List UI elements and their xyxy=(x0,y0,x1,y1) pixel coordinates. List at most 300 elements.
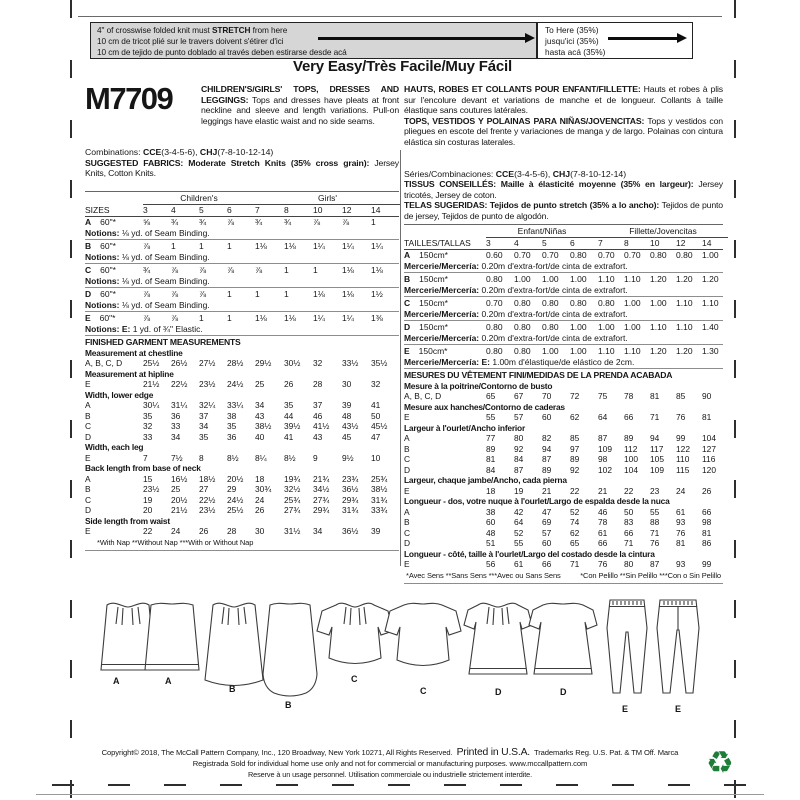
measurement-cell: 117 xyxy=(650,443,664,454)
size-group-large: Fillette/Jovencitas xyxy=(598,226,728,238)
measurement-cell: 47 xyxy=(371,431,381,442)
measurement-cell: 20½ xyxy=(171,494,188,505)
measurement-row xyxy=(85,526,399,537)
sketch-view-d-front xyxy=(464,603,532,674)
measurement-cell: 57 xyxy=(542,527,552,538)
measurement-heading: Width, lower edge xyxy=(85,389,154,400)
measurement-cell: 39 xyxy=(371,526,381,537)
view-letter: C xyxy=(404,298,411,309)
trademarks-text: Trademarks Reg. U.S. Pat. & TM Off. Marca xyxy=(534,748,679,757)
suggested-fabrics-es-lead: TELAS SUGERIDAS: Tejidos de punto stretch (35% a lo ancho): xyxy=(404,200,662,211)
measurement-cell: 84 xyxy=(486,464,496,475)
measurement-label: E xyxy=(404,485,410,496)
measurement-row xyxy=(404,507,723,518)
sizes-header-row xyxy=(85,205,399,218)
measurement-cell: 78 xyxy=(624,391,634,402)
sketch-label: E xyxy=(622,704,629,714)
measurement-cell: 32¼ xyxy=(199,400,216,411)
measurement-cell: 61 xyxy=(514,559,524,570)
notions-row xyxy=(404,309,723,321)
yardage-cell: 1.10 xyxy=(624,274,641,285)
yardage-cell: ⅞ xyxy=(171,264,179,275)
measurement-heading: Mesure aux hanches/Contorno de caderas xyxy=(404,401,565,412)
sketch-label: B xyxy=(229,684,236,694)
size-header-cell: 10 xyxy=(650,237,660,248)
measurement-cell: 33¾ xyxy=(371,505,388,516)
yardage-cell: ⅞ xyxy=(171,312,179,323)
measurement-cell: 89 xyxy=(486,443,496,454)
notions-label: Notions: xyxy=(85,251,120,262)
view-label xyxy=(85,241,143,252)
measurement-label: D xyxy=(404,464,411,475)
measurement-cell: 20 xyxy=(143,505,153,516)
yardage-cell: 1.20 xyxy=(650,346,667,357)
yardage-cell: ⅞ xyxy=(199,288,207,299)
sketch-label: B xyxy=(285,700,292,710)
difficulty-level: Very Easy/Très Facile/Muy Fácil xyxy=(293,58,512,75)
sketch-view-c-front xyxy=(317,603,393,663)
measurement-cell: 22 xyxy=(570,485,580,496)
yardage-cell: 1.00 xyxy=(598,322,615,333)
measurement-cell: 40 xyxy=(255,431,265,442)
measurement-cell: 35 xyxy=(227,421,237,432)
measurement-cell: 26 xyxy=(255,505,265,516)
measurement-cell: 87 xyxy=(542,454,552,465)
yardage-table-imperial xyxy=(85,191,399,336)
yardage-cell: 1 xyxy=(199,312,204,323)
yardage-cell: 1 xyxy=(227,288,232,299)
measurement-row xyxy=(85,411,399,422)
measurement-cell: 21½ xyxy=(171,505,188,516)
yardage-cell: 0.80 xyxy=(486,346,503,357)
footer-line-2: Registrada Sold for individual home use only and not for commercial or manufacturing purposes. www.mccallpattern.com xyxy=(192,759,588,768)
french-spanish-column xyxy=(404,84,723,584)
measurement-cell: 60 xyxy=(542,412,552,423)
yardage-row xyxy=(85,313,399,324)
measurement-cell: 71 xyxy=(650,527,660,538)
suggested-fabrics-es xyxy=(404,200,723,221)
measurement-cell: 19¾ xyxy=(284,473,301,484)
measurement-label: E xyxy=(404,412,410,423)
size-header-cell: 14 xyxy=(702,237,712,248)
measurement-cell: 21 xyxy=(598,485,608,496)
nap-footnote-es: *Con Pelillo **Sin Pelillo ***Con o Sin Pelillo xyxy=(580,570,721,580)
suggested-fabrics-en-lead: SUGGESTED FABRICS: Moderate Stretch Knits (35% cross grain): xyxy=(85,157,375,168)
to-here-en: To Here (35%) xyxy=(545,25,599,35)
measurement-cell: 37 xyxy=(313,400,323,411)
yardage-cell: 1⅛ xyxy=(284,312,296,323)
sketch-view-a-back xyxy=(145,603,199,670)
measurement-cell: 24½ xyxy=(227,494,244,505)
notions-row xyxy=(404,333,723,345)
size-group-small: Enfant/Niñas xyxy=(486,226,598,238)
fabric-width: 60"* xyxy=(100,240,116,251)
fabric-width: 150cm* xyxy=(419,274,448,285)
view-letter: D xyxy=(404,322,411,333)
measurement-cell: 23¾ xyxy=(342,473,359,484)
measurement-label: C xyxy=(404,527,411,538)
garment-sketches xyxy=(85,575,725,727)
view-letter: A xyxy=(85,217,92,228)
finished-measurements-imperial xyxy=(85,337,399,537)
measurement-cell: 34 xyxy=(313,526,323,537)
measurement-cell: 81 xyxy=(676,538,686,549)
measurement-cell: 116 xyxy=(702,454,716,465)
measurement-label: D xyxy=(404,538,411,549)
size-header-cell: 8 xyxy=(284,204,289,215)
description-fr-lead: HAUTS, ROBES ET COLLANTS POUR ENFANT/FILLETTE: xyxy=(404,84,644,94)
measurement-cell: 28 xyxy=(313,379,323,390)
notions-label: Notions: xyxy=(85,275,120,286)
measurement-cell: 66 xyxy=(702,506,712,517)
description-en xyxy=(201,84,399,126)
measurement-cell: 23½ xyxy=(143,484,160,495)
yardage-cell: ⅞ xyxy=(227,264,235,275)
measurement-cell: 86 xyxy=(702,538,712,549)
notions-label: Mercerie/Mercería: E: xyxy=(404,357,490,368)
measurement-heading: Longueur - dos, votre nuque à l'ourlet/Largo de espalda desde la nuca xyxy=(404,496,670,507)
stretch-line-en xyxy=(97,25,536,36)
yardage-cell: ¾ xyxy=(255,217,263,228)
notions-row xyxy=(404,285,723,297)
measurement-cell: 94 xyxy=(542,443,552,454)
yardage-row xyxy=(85,265,399,276)
description-es-text: Tops y vestidos con pliegues en escote del frente y variaciones de manga y de largo. Polainas con cintura elástica sin costuras laterales. xyxy=(404,115,723,147)
stretch-line-fr: 10 cm de tricot plié sur le travers doivent s'étirer d'ici xyxy=(97,36,284,46)
view-label xyxy=(404,274,486,285)
measurement-cell: 76 xyxy=(676,412,686,423)
stretch-line-en-post: from here xyxy=(250,25,288,35)
measurement-cell: 60 xyxy=(486,517,496,528)
measurement-cell: 30½ xyxy=(284,358,301,369)
measurement-cell: 81 xyxy=(702,412,712,423)
notions-text: 0.20m d'extra-fort/de cinta de extrafort. xyxy=(479,333,628,344)
measurement-cell: 52 xyxy=(570,506,580,517)
measurement-label: E xyxy=(85,452,91,463)
sketch-view-d-back xyxy=(529,603,597,674)
size-header-cell: 14 xyxy=(371,204,381,215)
measurement-cell: 33 xyxy=(143,431,153,442)
footer xyxy=(70,747,710,780)
measurement-cell: 8½ xyxy=(227,452,239,463)
view-label xyxy=(404,346,486,357)
measurement-cell: 32 xyxy=(143,421,153,432)
measurement-cell: 18½ xyxy=(199,473,216,484)
measurement-cell: 35 xyxy=(199,431,209,442)
measurement-cell: 8 xyxy=(199,452,204,463)
size-group-large: Girls' xyxy=(255,193,400,205)
sketch-label: D xyxy=(560,687,567,697)
yardage-row xyxy=(404,298,723,309)
size-header-cell: 10 xyxy=(313,204,323,215)
notions-text: 0.20m d'extra-fort/de cinta de extrafort. xyxy=(479,261,628,272)
measurement-cell: 62 xyxy=(570,412,580,423)
measurement-row xyxy=(404,559,723,570)
sketch-label: C xyxy=(351,674,358,684)
measurement-cell: 122 xyxy=(676,443,690,454)
yardage-cell: 1.00 xyxy=(702,250,719,261)
description-en-text: Tops and dresses have pleats at front neckline and sleeve and length variations. Pull-on leggings have elastic waist and no side seams. xyxy=(201,94,399,126)
measurement-cell: 35½ xyxy=(371,358,388,369)
sizes-header-row xyxy=(404,238,723,251)
combinations-fr-es xyxy=(404,169,723,180)
measurement-row xyxy=(85,432,399,443)
footer-line-1 xyxy=(70,747,710,758)
measurement-cell: 47 xyxy=(542,506,552,517)
measurement-label: A xyxy=(85,400,91,411)
measurement-cell: 60 xyxy=(542,538,552,549)
measurement-cell: 35 xyxy=(143,410,153,421)
measurement-cell: 87 xyxy=(514,464,524,475)
yardage-cell: 0.80 xyxy=(650,250,667,261)
stretch-line-es: 10 cm de tejido de punto doblado al través deben estirarse desde acá xyxy=(97,47,347,57)
measurement-cell: 25 xyxy=(171,484,181,495)
measurement-cell: 9½ xyxy=(342,452,354,463)
yardage-cell: 0.80 xyxy=(486,322,503,333)
view-label xyxy=(404,298,486,309)
sketch-view-b-front xyxy=(205,603,263,685)
yardage-cell: 1¼ xyxy=(342,240,354,251)
yardage-cell: 1.20 xyxy=(676,346,693,357)
measurement-cell: 24 xyxy=(171,526,181,537)
sketch-label: E xyxy=(675,704,682,714)
measurement-cell: 18 xyxy=(486,485,496,496)
size-group-header-row xyxy=(404,226,723,238)
measurement-cell: 82 xyxy=(542,433,552,444)
combination-code-cce: CCE xyxy=(142,147,162,158)
measurement-row xyxy=(85,505,399,516)
yardage-cell: 0.70 xyxy=(624,250,641,261)
view-letter: E xyxy=(404,346,410,357)
to-here-box xyxy=(537,22,693,59)
yardage-cell: 1.10 xyxy=(676,322,693,333)
size-header-cell: 8 xyxy=(624,237,629,248)
stretch-arrow xyxy=(318,37,526,40)
notions-label: Notions: xyxy=(85,299,120,310)
yardage-row xyxy=(404,274,723,285)
yardage-cell: 1.00 xyxy=(514,274,531,285)
measurement-cell: 98 xyxy=(702,517,712,528)
printed-in-usa: Printed in U.S.A. xyxy=(456,747,530,758)
measurement-cell: 26½ xyxy=(171,358,188,369)
measurement-cell: 90 xyxy=(702,391,712,402)
yardage-cell: 1¼ xyxy=(313,312,325,323)
fabric-width: 150cm* xyxy=(419,322,448,333)
yardage-cell: 1 xyxy=(171,240,176,251)
yardage-cell: 1 xyxy=(255,288,260,299)
measurement-cell: 22½ xyxy=(199,494,216,505)
measurement-label: C xyxy=(85,494,92,505)
measurement-cell: 69 xyxy=(542,517,552,528)
description-es-lead: TOPS, VESTIDOS Y POLAINAS PARA NIÑAS/JOVENCITAS: xyxy=(404,115,648,126)
sketch-label: A xyxy=(113,676,120,686)
yardage-cell: ⅞ xyxy=(143,312,151,323)
measurement-label: D xyxy=(85,505,92,516)
yardage-table-metric xyxy=(404,224,723,369)
fabric-width: 60"* xyxy=(99,312,116,323)
view-label xyxy=(85,289,143,300)
measurement-label: E xyxy=(404,559,410,570)
sketch-view-b-back xyxy=(263,603,317,696)
measurement-cell: 99 xyxy=(702,559,712,570)
yardage-cell: 1⅜ xyxy=(371,312,383,323)
measurement-cell: 55 xyxy=(514,538,524,549)
measurement-cell: 78 xyxy=(598,517,608,528)
sketch-label: C xyxy=(420,686,427,696)
measurement-row xyxy=(404,528,723,539)
suggested-fabrics-es-text: Tejidos de punto de jersey, Tejidos de punto de algodón. xyxy=(404,200,723,221)
measurement-cell: 64 xyxy=(598,412,608,423)
measurement-heading: Width, each leg xyxy=(85,442,144,453)
measurement-cell: 34½ xyxy=(313,484,330,495)
yardage-cell: 1.00 xyxy=(542,274,559,285)
notions-text: ⅛ yd. of Seam Binding. xyxy=(119,299,210,310)
yardage-cell: 1 xyxy=(227,240,232,251)
measurement-cell: 20½ xyxy=(227,473,244,484)
size-header-cell: 3 xyxy=(143,204,148,215)
measurement-cell: 55 xyxy=(486,412,496,423)
measurement-cell: 81 xyxy=(702,527,712,538)
yardage-cell: 1.20 xyxy=(650,274,667,285)
copyright-text: Copyright© 2018, The McCall Pattern Company, Inc., 120 Broadway, New York 10271, All Rights Reserved. xyxy=(101,748,453,757)
measurement-cell: 37 xyxy=(199,410,209,421)
measurement-label: C xyxy=(404,454,411,465)
measurement-label: C xyxy=(85,421,92,432)
measurement-cell: 81 xyxy=(650,391,660,402)
notions-text: 1.00m d'élastique/de elástico de 2cm. xyxy=(490,357,635,368)
measurement-cell: 23½ xyxy=(199,379,216,390)
measurement-cell: 71 xyxy=(650,412,660,423)
measurement-cell: 72 xyxy=(570,391,580,402)
notions-text: ⅛ yd. of Seam Binding. xyxy=(119,251,210,262)
measurement-cell: 26 xyxy=(284,379,294,390)
measurement-label: B xyxy=(85,484,91,495)
yardage-cell: 1⅛ xyxy=(313,288,325,299)
measurement-cell: 70 xyxy=(542,391,552,402)
measurement-cell: 83 xyxy=(624,517,634,528)
measurement-cell: 38½ xyxy=(255,421,272,432)
yardage-cell: 1.10 xyxy=(650,322,667,333)
fabric-width: 60"* xyxy=(100,288,116,299)
yardage-cell: ¾ xyxy=(143,264,151,275)
yardage-cell: 0.80 xyxy=(570,250,587,261)
combinations-fr-es-label: Séries/Combinaciones: xyxy=(404,168,496,179)
measurement-cell: 88 xyxy=(650,517,660,528)
yardage-cell: ⅞ xyxy=(255,264,263,275)
measurement-cell: 66 xyxy=(624,527,634,538)
sketch-view-e-back xyxy=(657,600,699,693)
measurement-cell: 10 xyxy=(371,452,381,463)
measurement-row xyxy=(404,517,723,528)
size-header-cell: 3 xyxy=(486,237,491,248)
measurement-cell: 26 xyxy=(702,485,712,496)
yardage-cell: 0.80 xyxy=(542,322,559,333)
measurement-cell: 38½ xyxy=(371,484,388,495)
measurement-label: A xyxy=(85,473,91,484)
size-header-cell: 5 xyxy=(542,237,547,248)
measurement-heading: Measurement at chestline xyxy=(85,347,183,358)
measurement-cell: 33¼ xyxy=(227,400,244,411)
yardage-cell: 1¼ xyxy=(342,312,354,323)
stretch-line-en-pre: 4" of crosswise folded knit must xyxy=(97,25,212,35)
measurement-row xyxy=(85,453,399,464)
yardage-cell: 0.60 xyxy=(486,250,503,261)
yardage-row xyxy=(85,241,399,252)
to-here-es: hasta acá (35%) xyxy=(545,47,606,57)
measurement-cell: 85 xyxy=(676,391,686,402)
measurement-cell: 27 xyxy=(199,484,209,495)
yardage-cell: 1.00 xyxy=(542,346,559,357)
yardage-cell: 0.80 xyxy=(514,322,531,333)
notions-label: Mercerie/Mercería: xyxy=(404,261,480,272)
yardage-cell: 1½ xyxy=(371,288,383,299)
measurement-cell: 66 xyxy=(598,538,608,549)
measurement-cell: 33½ xyxy=(342,358,359,369)
measurement-cell: 55 xyxy=(650,506,660,517)
measurement-cell: 24 xyxy=(676,485,686,496)
yardage-cell: ⅝ xyxy=(143,217,151,228)
measurement-row xyxy=(404,486,723,497)
nap-footnote-fr: *Avec Sens **Sans Sens ***Avec ou Sans Sens xyxy=(406,570,561,580)
measurement-cell: 109 xyxy=(650,464,664,475)
measurement-cell: 29¾ xyxy=(313,505,330,516)
measurement-cell: 76 xyxy=(650,538,660,549)
yardage-cell: 1.00 xyxy=(624,298,641,309)
measurement-cell: 104 xyxy=(624,464,638,475)
measurement-cell: 74 xyxy=(570,517,580,528)
cut-line-right xyxy=(734,0,736,800)
combination-code-chj: CHJ xyxy=(199,147,218,158)
sketch-view-e-front xyxy=(607,600,647,693)
sketch-label: D xyxy=(495,687,502,697)
view-letter: C xyxy=(85,264,92,275)
measurement-cell: 26 xyxy=(199,526,209,537)
fabric-width: 60"* xyxy=(100,264,116,275)
measurement-cell: 50 xyxy=(371,410,381,421)
measurement-row xyxy=(404,391,723,402)
yardage-cell: ¾ xyxy=(284,217,292,228)
measurement-cell: 30 xyxy=(342,379,352,390)
measurement-cell: 57 xyxy=(514,412,524,423)
measurement-cell: 80 xyxy=(514,433,524,444)
measurement-cell: 64 xyxy=(514,517,524,528)
measurement-row xyxy=(404,538,723,549)
notions-row xyxy=(85,276,399,288)
measurement-cell: 7 xyxy=(143,452,148,463)
yardage-cell: 1.10 xyxy=(624,346,641,357)
measurement-cell: 25½ xyxy=(143,358,160,369)
suggested-fabrics-en-text: Jersey Knits, Cotton Knits. xyxy=(85,157,399,179)
yardage-cell: 1⅛ xyxy=(284,240,296,251)
notions-text: 0.20m d'extra-fort/de cinta de extrafort. xyxy=(479,285,628,296)
measurement-row xyxy=(404,454,723,465)
measurement-cell: 32 xyxy=(313,358,323,369)
measurement-cell: 8¼ xyxy=(255,452,267,463)
yardage-cell: 0.80 xyxy=(486,274,503,285)
view-letter: B xyxy=(85,240,92,251)
measurement-cell: 32½ xyxy=(284,484,301,495)
measurement-cell: 18 xyxy=(255,473,265,484)
cut-line-bottom xyxy=(52,784,748,786)
garment-sketches-svg xyxy=(85,575,725,727)
measurement-cell: 16½ xyxy=(171,473,188,484)
notions-text: 1 yd. of ¾" Elastic. xyxy=(130,323,203,334)
measurement-cell: 66 xyxy=(624,412,634,423)
size-header-cell: 4 xyxy=(171,204,176,215)
measurement-cell: 31¾ xyxy=(342,505,359,516)
yardage-cell: ⅞ xyxy=(171,288,179,299)
yardage-cell: 1.00 xyxy=(624,322,641,333)
